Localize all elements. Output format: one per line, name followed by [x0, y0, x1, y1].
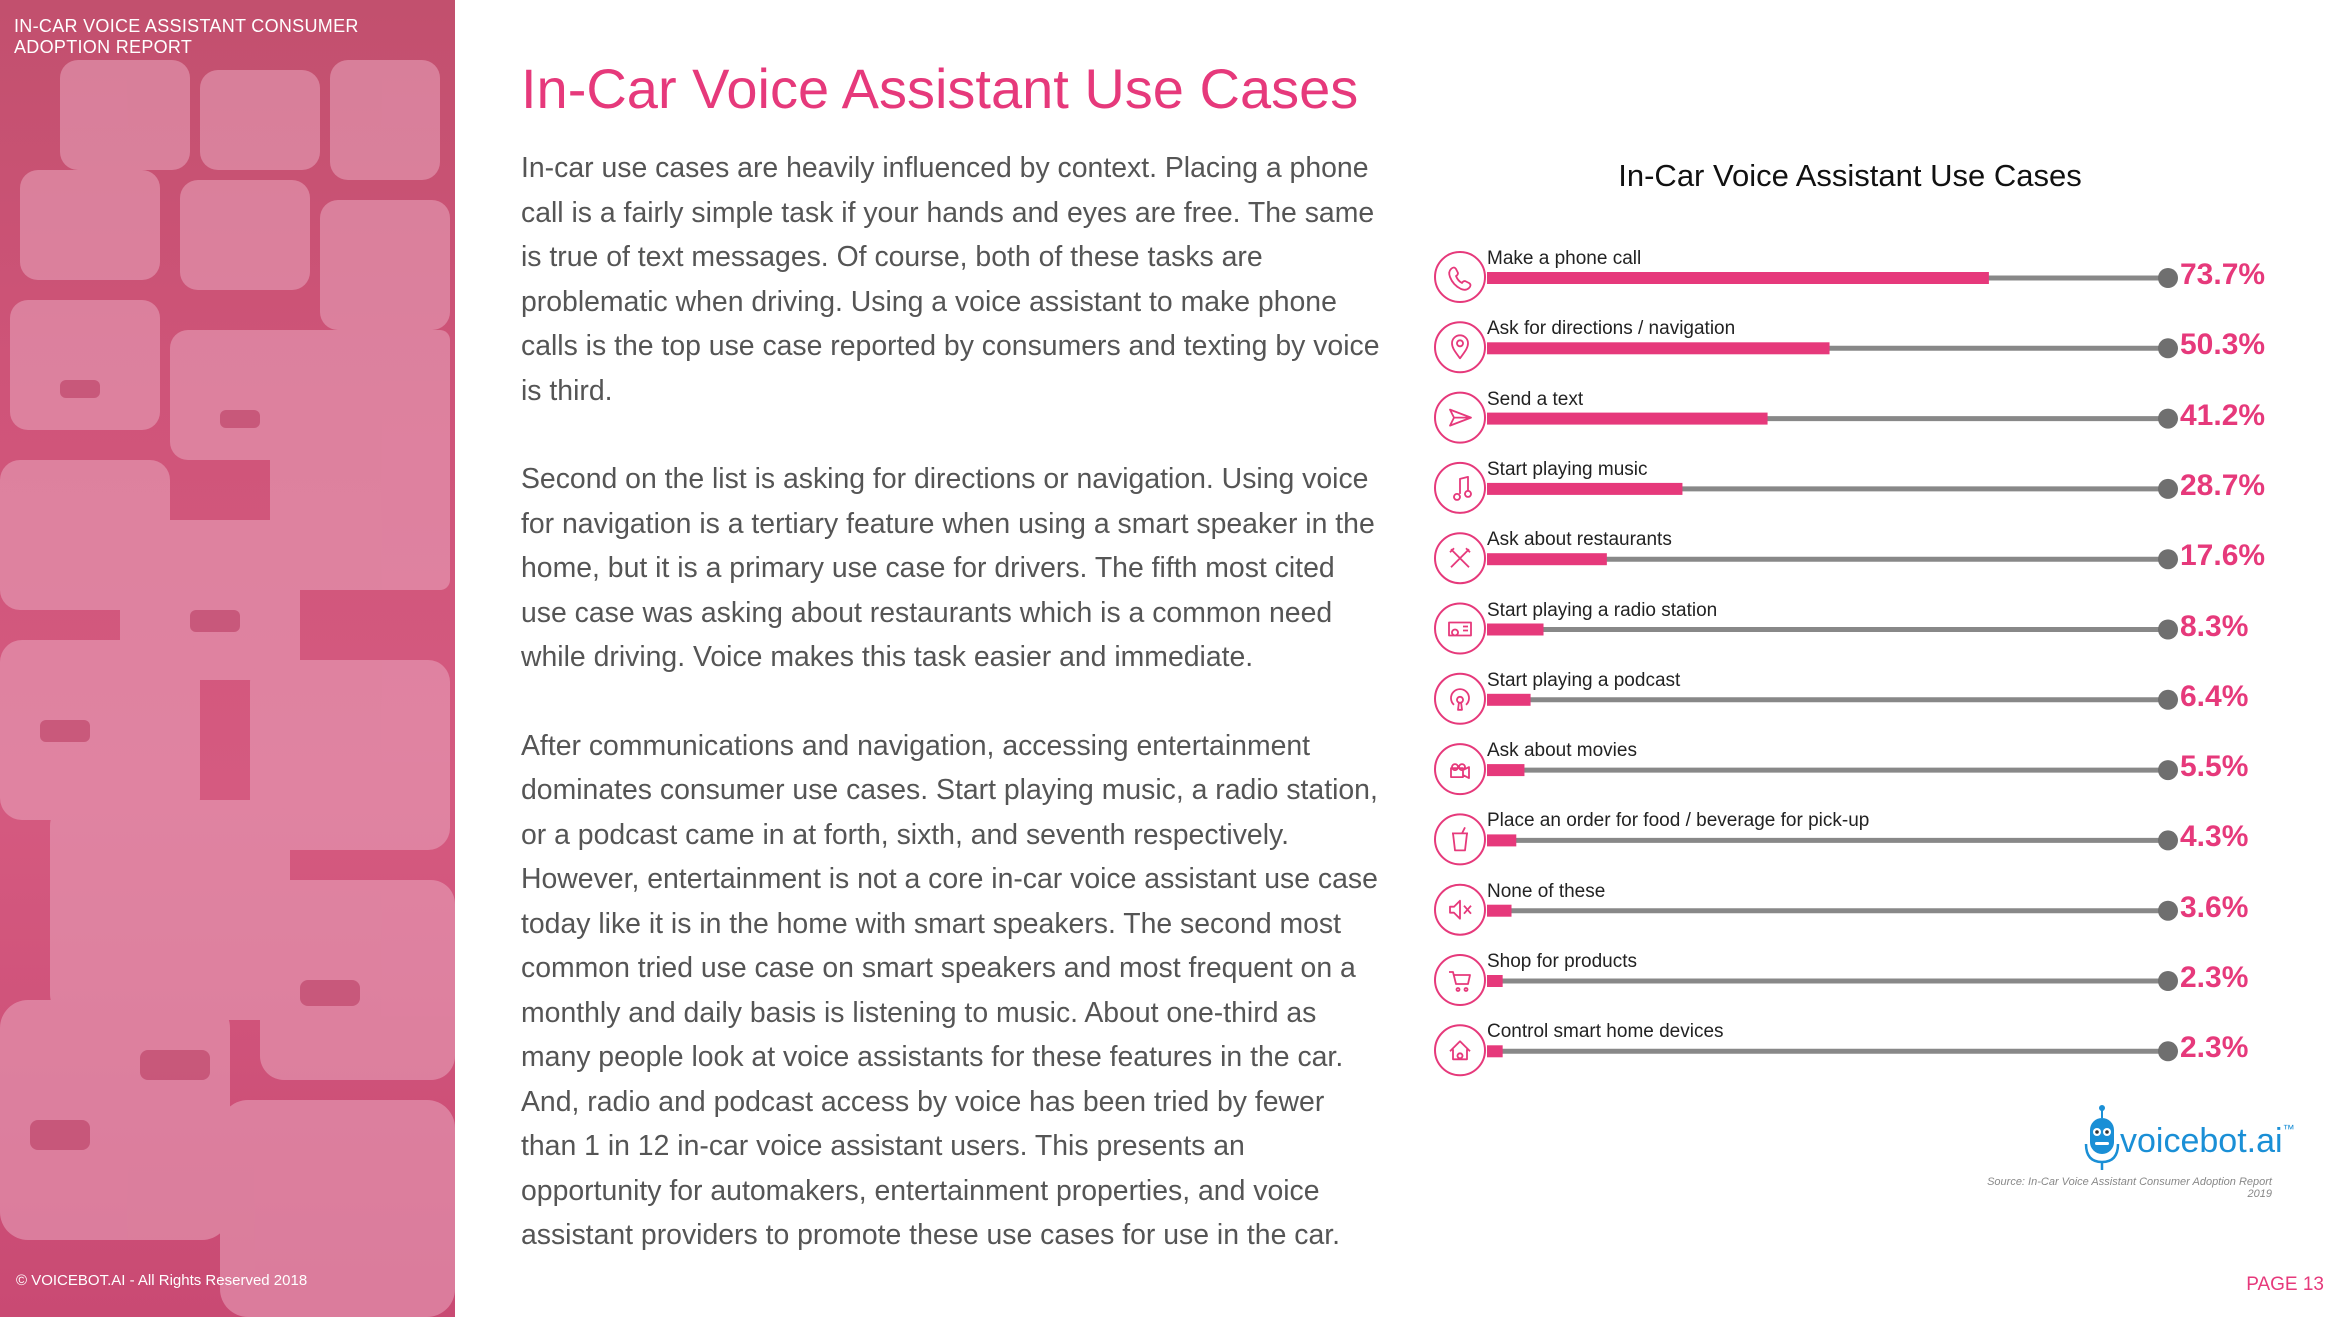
copyright-notice: © VOICEBOT.AI - All Rights Reserved 2018: [16, 1272, 308, 1289]
logo-name: voicebot: [2120, 1122, 2247, 1160]
bar-end-dot: [2158, 338, 2178, 358]
category-label: Start playing a radio station: [1487, 599, 1718, 621]
bar-end-dot: [2158, 901, 2178, 921]
logo-wordmark: [2120, 1122, 2295, 1161]
body-paragraph: In-car use cases are heavily influenced by context. Placing a phone call is a fairly simple task if your hands and eyes are free. The same is true of text messages. Of course, both of these tasks are problematic when driving. Using a voice assistant to make phone calls is the top use case reported by consumers and texting by voice is third.: [521, 152, 1380, 407]
bar: [1487, 1045, 1503, 1057]
page-title: In-Car Voice Assistant Use Cases: [521, 57, 1359, 120]
page-number: PAGE 13: [2246, 1274, 2324, 1295]
podcast-icon: [1435, 674, 1485, 724]
category-label: Ask about movies: [1487, 740, 1637, 762]
category-label: Shop for products: [1487, 951, 1637, 972]
bar: [1487, 272, 1989, 284]
logo-trademark: ™: [2282, 1122, 2295, 1136]
value-label: 5.5%: [2180, 750, 2249, 784]
speaker-mute-icon: [1435, 885, 1485, 935]
bar: [1487, 342, 1830, 354]
music-note-icon: [1435, 463, 1485, 513]
category-label: Start playing a podcast: [1487, 669, 1681, 691]
bar: [1487, 834, 1516, 846]
value-label: 17.6%: [2180, 539, 2266, 573]
bar-end-dot: [2158, 409, 2178, 429]
bar-end-dot: [2158, 971, 2178, 991]
bar: [1487, 553, 1607, 565]
report-name: IN-CAR VOICE ASSISTANT CONSUMER ADOPTION REPORT: [14, 16, 359, 57]
category-label: Start playing music: [1487, 458, 1648, 480]
logo-suffix: .ai: [2246, 1122, 2283, 1160]
value-label: 2.3%: [2180, 1031, 2249, 1065]
bar: [1487, 694, 1531, 706]
cup-icon: [1435, 814, 1485, 864]
value-label: 8.3%: [2180, 609, 2249, 643]
category-label: Place an order for food / beverage for pick-up: [1487, 810, 1870, 832]
bar: [1487, 905, 1512, 917]
value-label: 6.4%: [2180, 679, 2249, 713]
value-label: 3.6%: [2180, 890, 2249, 924]
chart-title: In-Car Voice Assistant Use Cases: [1618, 158, 2082, 193]
bar-end-dot: [2158, 760, 2178, 780]
bar-end-dot: [2158, 620, 2178, 640]
bar: [1487, 483, 1682, 495]
bar: [1487, 413, 1768, 425]
value-label: 73.7%: [2180, 258, 2266, 291]
category-label: Ask for directions / navigation: [1487, 318, 1736, 340]
smart-home-icon: [1435, 1025, 1485, 1075]
bar-end-dot: [2158, 549, 2178, 569]
bar: [1487, 624, 1544, 636]
map-pin-icon: [1435, 322, 1485, 372]
value-label: 28.7%: [2180, 468, 2266, 502]
category-label: Control smart home devices: [1487, 1021, 1724, 1043]
bar-end-dot: [2158, 690, 2178, 710]
radio-icon: [1435, 604, 1485, 654]
phone-icon: [1435, 252, 1485, 302]
category-label: None of these: [1487, 880, 1606, 902]
utensils-icon: [1435, 533, 1485, 583]
body-paragraph: After communications and navigation, accessing entertainment dominates consumer use cases. Start playing music, a radio station, or a podcast came in at forth, sixth, and seventh respectively. However, entertainment is not a core in-car voice assistant use case today like it is in the home with smart speakers. The second most common tried use case on smart speakers and most frequent on a monthly and daily basis is listening to music. About one-third as many people look at voice assistants for these features in the car. And, radio and podcast access by voice has been tried by fewer than 1 in 12 in-car voice assistant users. This presents an opportunity for automakers, entertainment properties, and voice assistant providers to promote these use cases for use in the car.: [521, 729, 1378, 1251]
source-note: Source: In-Car Voice Assistant Consumer Adoption Report 2019: [1987, 1176, 2272, 1200]
value-label: 4.3%: [2180, 820, 2249, 854]
value-label: 41.2%: [2180, 398, 2266, 432]
category-label: Make a phone call: [1487, 248, 1642, 269]
movie-camera-icon: [1435, 744, 1485, 794]
value-label: 50.3%: [2180, 328, 2266, 362]
send-icon: [1435, 393, 1485, 443]
category-label: Send a text: [1487, 388, 1584, 410]
bar: [1487, 975, 1503, 987]
body-paragraph: Second on the list is asking for directions or navigation. Using voice for navigation is a tertiary feature when using a smart speaker in the home, but it is a primary use case for drivers. The fifth most cited use case was asking about restaurants which is a common need while driving. Voice makes this task easier and immediate.: [521, 463, 1375, 673]
bar-end-dot: [2158, 268, 2178, 288]
bar-end-dot: [2158, 1041, 2178, 1061]
value-label: 2.3%: [2180, 961, 2249, 994]
bar: [1487, 764, 1524, 776]
bar-end-dot: [2158, 830, 2178, 850]
bar-end-dot: [2158, 479, 2178, 499]
shopping-cart-icon: [1435, 955, 1485, 1005]
category-label: Ask about restaurants: [1487, 529, 1672, 551]
